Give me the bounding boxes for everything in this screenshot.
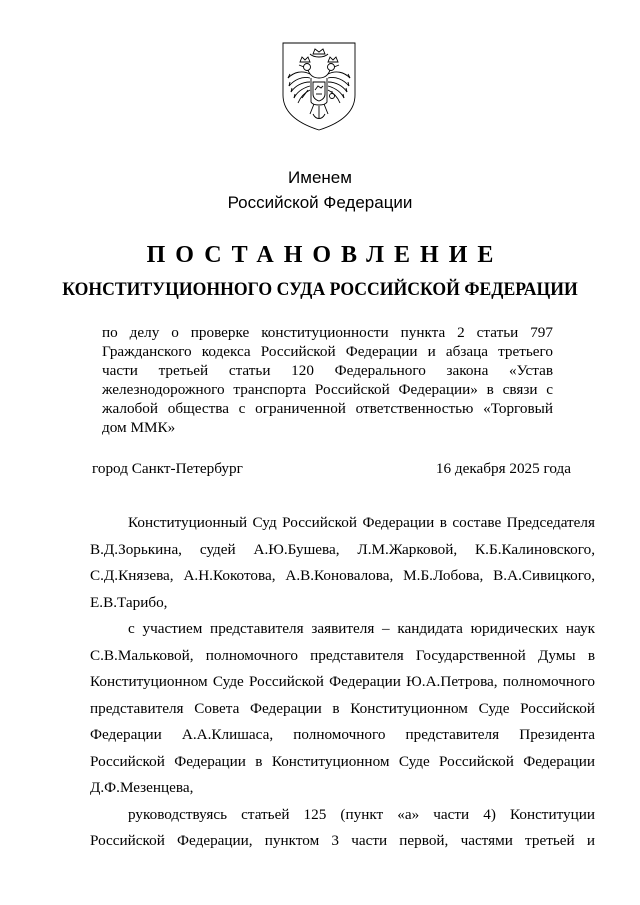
- body-line: Федерации А.А.Клишаса, полномочного представителя Президента: [90, 726, 595, 743]
- coat-of-arms-icon: [280, 40, 358, 132]
- body-line: С.В.Мальковой, полномочного представителя Государственной Думы в: [90, 646, 595, 664]
- body-line: с участием представителя заявителя – кандидата юридических наук: [128, 620, 595, 637]
- date-of-issue: 16 декабря 2025 года: [435, 460, 571, 477]
- case-subject-line: части третьей статьи 120 Федерального закона «Устав: [102, 362, 553, 379]
- body-line: С.Д.Князева, А.Н.Кокотова, А.В.Коновалова, М.Б.Лобова, В.А.Сивицкого,: [90, 567, 595, 584]
- case-subject-line: жалобой общества с ограниченной ответственностью «Торговый: [102, 400, 553, 417]
- on-behalf-line-2: Российской Федерации: [227, 193, 413, 212]
- on-behalf-line-1: Именем: [288, 168, 352, 187]
- case-subject-line: дом ММК»: [102, 419, 176, 436]
- body-line: представителя Совета Федерации в Конституционном Суде Российской: [90, 699, 595, 717]
- body-line: Российской Федерации в Конституционном Суде Российской Федерации: [90, 752, 595, 770]
- body-line: Д.Ф.Мезенцева,: [90, 779, 194, 796]
- body-line: руководствуясь статьей 125 (пункт «а» части 4) Конституции: [128, 805, 595, 823]
- body-line: Конституционном Суде Российской Федерации Ю.А.Петрова, полномочного: [90, 673, 595, 690]
- body-line: Конституционный Суд Российской Федерации в составе Председателя: [128, 514, 595, 531]
- body-line: Е.В.Тарибо,: [90, 593, 168, 611]
- case-subject: [102, 323, 553, 437]
- court-name-title: КОНСТИТУЦИОННОГО СУДА РОССИЙСКОЙ ФЕДЕРАЦИИ: [62, 279, 578, 300]
- case-subject-line: Гражданского кодекса Российской Федерации и абзаца третьего: [102, 343, 553, 360]
- body-line: В.Д.Зорькина, судей А.Ю.Бушева, Л.М.Жарковой, К.Б.Калиновского,: [90, 540, 595, 558]
- document-type-title: ПОСТАНОВЛЕНИЕ: [146, 242, 504, 268]
- decision-body: [90, 510, 595, 855]
- place-of-issue: город Санкт-Петербург: [92, 460, 243, 477]
- body-line: Российской Федерации, пунктом 3 части первой, частями третьей и: [90, 832, 595, 849]
- case-subject-line: по делу о проверке конституционности пункта 2 статьи 797: [102, 324, 553, 341]
- case-subject-line: железнодорожного транспорта Российской Федерации» в связи с: [102, 381, 553, 398]
